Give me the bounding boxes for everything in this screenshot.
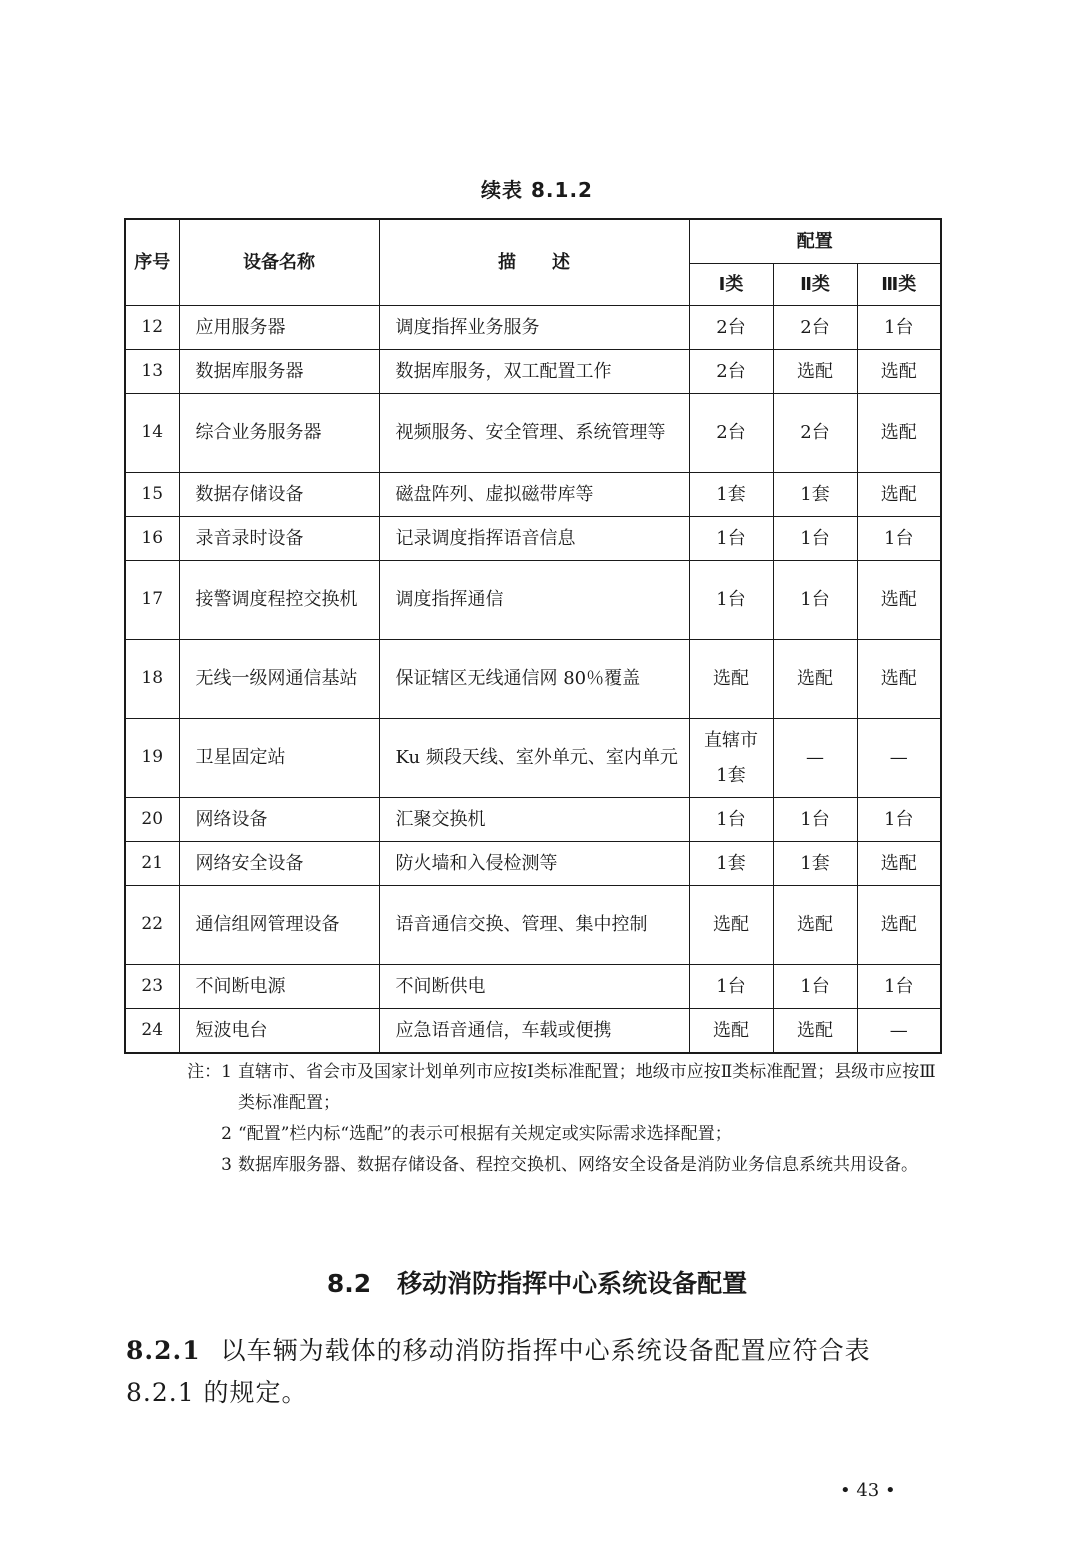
cell-no: 15: [125, 472, 179, 516]
cell-class3: 1台: [857, 797, 941, 841]
cell-class2: 选配: [773, 639, 857, 718]
cell-class1: 选配: [689, 885, 773, 964]
cell-name: 卫星固定站: [179, 718, 379, 797]
cell-desc: 保证辖区无线通信网 80％覆盖: [379, 639, 689, 718]
cell-no: 17: [125, 560, 179, 639]
header-config: 配置: [689, 219, 941, 263]
cell-class1: 1台: [689, 516, 773, 560]
cell-class1: 2台: [689, 349, 773, 393]
cell-class2: 1台: [773, 797, 857, 841]
cell-desc: 汇聚交换机: [379, 797, 689, 841]
cell-class1: 1套: [689, 472, 773, 516]
cell-class1: 选配: [689, 1008, 773, 1053]
cell-name: 网络安全设备: [179, 841, 379, 885]
cell-no: 23: [125, 964, 179, 1008]
table-row: [125, 1008, 941, 1053]
note-item: [168, 1057, 948, 1119]
cell-no: 21: [125, 841, 179, 885]
table-row: [125, 472, 941, 516]
header-class2: Ⅱ类: [773, 263, 857, 305]
cell-class3: 1台: [857, 516, 941, 560]
cell-name: 综合业务服务器: [179, 393, 379, 472]
cell-class3: 选配: [857, 393, 941, 472]
table-row: [125, 516, 941, 560]
cell-name: 数据库服务器: [179, 349, 379, 393]
note-number: 3: [221, 1155, 232, 1175]
page-number: • 43 •: [840, 1480, 896, 1501]
cell-class2: 选配: [773, 1008, 857, 1053]
table-row: [125, 797, 941, 841]
cell-desc: 视频服务、安全管理、系统管理等: [379, 393, 689, 472]
cell-class1: 直辖市 1套: [689, 718, 773, 797]
table-row: [125, 639, 941, 718]
cell-no: 24: [125, 1008, 179, 1053]
cell-name: 录音录时设备: [179, 516, 379, 560]
table-row: [125, 841, 941, 885]
cell-no: 22: [125, 885, 179, 964]
cell-class3: 选配: [857, 349, 941, 393]
cell-class2: 1套: [773, 472, 857, 516]
cell-class2: 选配: [773, 349, 857, 393]
cell-no: 19: [125, 718, 179, 797]
cell-name: 无线一级网通信基站: [179, 639, 379, 718]
cell-desc: Ku 频段天线、室外单元、室内单元: [379, 718, 689, 797]
cell-class1: 2台: [689, 305, 773, 349]
cell-class3: 1台: [857, 964, 941, 1008]
table-row: [125, 393, 941, 472]
cell-class2: 2台: [773, 393, 857, 472]
cell-no: 18: [125, 639, 179, 718]
note-text: “配置”栏内标“选配”的表示可根据有关规定或实际需求选择配置；: [238, 1124, 732, 1144]
table-row: [125, 885, 941, 964]
cell-desc: 不间断供电: [379, 964, 689, 1008]
cell-class3: 选配: [857, 885, 941, 964]
cell-class1: 1套: [689, 841, 773, 885]
note-text: 数据库服务器、数据存储设备、程控交换机、网络安全设备是消防业务信息系统共用设备。: [238, 1155, 918, 1175]
cell-class1: 1台: [689, 797, 773, 841]
header-no: 序号: [125, 219, 179, 305]
header-desc: 描 述: [379, 219, 689, 305]
note-prefix: 注：1: [187, 1062, 232, 1082]
cell-class3: 选配: [857, 560, 941, 639]
cell-class3: 选配: [857, 639, 941, 718]
note-item: [168, 1150, 948, 1181]
table-row: [125, 349, 941, 393]
cell-class3: —: [857, 1008, 941, 1053]
section-number: 8.2: [326, 1269, 372, 1298]
table-row: [125, 718, 941, 797]
cell-name: 网络设备: [179, 797, 379, 841]
clause-text: 以车辆为载体的移动消防指挥中心系统设备配置应符合表 8.2.1 的规定。: [126, 1336, 871, 1407]
cell-class3: 1台: [857, 305, 941, 349]
cell-no: 13: [125, 349, 179, 393]
cell-class2: 1台: [773, 516, 857, 560]
cell-class2: 1台: [773, 964, 857, 1008]
table-row: [125, 305, 941, 349]
table-caption: 续表 8.1.2: [481, 178, 593, 202]
cell-desc: 语音通信交换、管理、集中控制: [379, 885, 689, 964]
cell-class1: 2台: [689, 393, 773, 472]
header-class1: Ⅰ类: [689, 263, 773, 305]
cell-class1: 1台: [689, 560, 773, 639]
cell-no: 20: [125, 797, 179, 841]
note-text: 直辖市、省会市及国家计划单列市应按Ⅰ类标准配置；地级市应按Ⅱ类标准配置；县级市应按Ⅲ类标准配置；: [238, 1062, 936, 1113]
cell-name: 短波电台: [179, 1008, 379, 1053]
cell-no: 12: [125, 305, 179, 349]
table-row: [125, 560, 941, 639]
cell-class3: —: [857, 718, 941, 797]
header-name: 设备名称: [179, 219, 379, 305]
cell-class2: 1台: [773, 560, 857, 639]
note-number: 2: [221, 1124, 232, 1144]
cell-class2: 2台: [773, 305, 857, 349]
cell-class2: —: [773, 718, 857, 797]
equipment-table: [124, 218, 942, 1054]
cell-desc: 应急语音通信，车载或便携: [379, 1008, 689, 1053]
section-heading: [0, 1264, 1074, 1300]
cell-name: 接警调度程控交换机: [179, 560, 379, 639]
clause-paragraph: [126, 1330, 946, 1414]
cell-class1: 1台: [689, 964, 773, 1008]
cell-desc: 调度指挥业务服务: [379, 305, 689, 349]
cell-name: 不间断电源: [179, 964, 379, 1008]
cell-name: 通信组网管理设备: [179, 885, 379, 964]
note-item: [168, 1119, 948, 1150]
cell-no: 16: [125, 516, 179, 560]
cell-class1: 选配: [689, 639, 773, 718]
cell-desc: 防火墙和入侵检测等: [379, 841, 689, 885]
section-title-text: 移动消防指挥中心系统设备配置: [397, 1269, 748, 1298]
table-notes: [168, 1057, 948, 1181]
cell-class2: 1套: [773, 841, 857, 885]
table-row: [125, 964, 941, 1008]
cell-name: 数据存储设备: [179, 472, 379, 516]
cell-class3: 选配: [857, 841, 941, 885]
cell-class3: 选配: [857, 472, 941, 516]
cell-desc: 数据库服务，双工配置工作: [379, 349, 689, 393]
cell-no: 14: [125, 393, 179, 472]
cell-desc: 调度指挥通信: [379, 560, 689, 639]
cell-desc: 磁盘阵列、虚拟磁带库等: [379, 472, 689, 516]
cell-class2: 选配: [773, 885, 857, 964]
cell-name: 应用服务器: [179, 305, 379, 349]
clause-number: 8.2.1: [126, 1336, 201, 1365]
cell-desc: 记录调度指挥语音信息: [379, 516, 689, 560]
header-class3: Ⅲ类: [857, 263, 941, 305]
